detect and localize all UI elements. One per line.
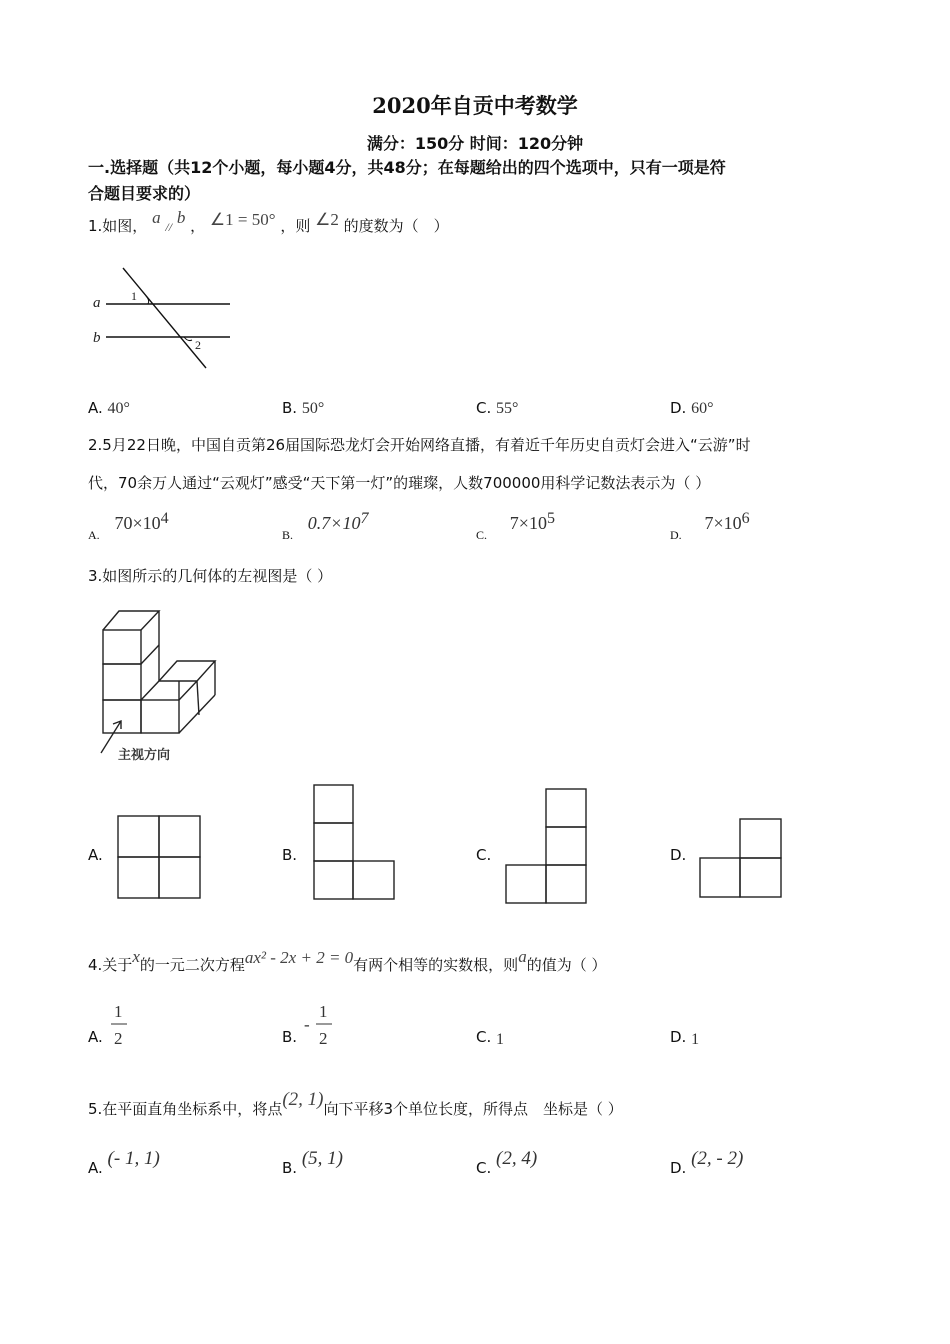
question-2-stem-line2: 代，70余万人通过“云观灯”感受“天下第一灯”的璀璨，人数700000用科学记数法表示为（ ）: [88, 474, 711, 492]
q1-option-b[interactable]: B. 50°: [282, 399, 325, 417]
q3-option-d-view[interactable]: [698, 817, 784, 899]
q4-option-b[interactable]: B.: [282, 1028, 298, 1046]
q2-option-c[interactable]: $_{C.}$ $7\times 10^5$: [476, 510, 555, 542]
svg-text:1: 1: [114, 1002, 123, 1021]
q4-equation: ax² - 2x + 2 = 0: [244, 948, 354, 967]
q3-solid-figure: [95, 605, 230, 765]
q3-option-d-label[interactable]: D.: [670, 846, 687, 864]
q1-pre-text: 1.如图，: [88, 217, 148, 235]
question-5-stem: 5.在平面直角坐标系中，将点(2, 1)向下平移3个单位长度，所得点 坐标是（ ）: [88, 1089, 623, 1118]
svg-text:2: 2: [114, 1029, 123, 1048]
q3-option-c-view[interactable]: [504, 787, 590, 907]
q1-option-c[interactable]: C. 55°: [476, 399, 519, 417]
q5-option-c[interactable]: C. (2, 4): [476, 1148, 538, 1177]
q1-parallel-symbol: //: [165, 220, 173, 234]
q2-option-a[interactable]: $_{A.}$ $70\times 10^4$: [88, 510, 169, 542]
q1-parallel-lines-figure: [88, 262, 238, 372]
q5-option-b[interactable]: B. (5, 1): [282, 1148, 343, 1177]
q1-var-a: a: [152, 208, 161, 227]
q1-option-a[interactable]: A. 40°: [88, 399, 130, 417]
q4-option-d[interactable]: D. 1: [670, 1028, 700, 1048]
q4-option-a-fraction[interactable]: [108, 1000, 138, 1050]
q1-figure-label-a: a: [93, 295, 101, 311]
q1-figure-label-b: b: [93, 330, 101, 346]
q3-figure-caption: 主视方向: [118, 748, 171, 763]
q1-figure-label-2: 2: [195, 338, 201, 352]
q1-then-text: ，则: [280, 217, 311, 235]
section-heading-line1: 一.选择题（共12个小题，每小题4分，共48分；在每题给出的四个选项中，只有一项是符: [88, 158, 726, 177]
q3-option-b-label[interactable]: B.: [282, 846, 298, 864]
q3-option-b-view[interactable]: [312, 783, 398, 901]
q3-option-c-label[interactable]: C.: [476, 846, 492, 864]
q4-option-c[interactable]: C. 1: [476, 1028, 505, 1048]
q1-comma: ，: [190, 217, 206, 235]
exam-subtitle: 满分：150分 时间：120分钟: [366, 134, 584, 153]
q1-figure-label-1: 1: [131, 289, 137, 303]
svg-text:2: 2: [319, 1029, 328, 1048]
q4-option-b-fraction[interactable]: [302, 1000, 342, 1050]
section-heading-line2: 合题目要求的）: [88, 184, 201, 203]
svg-text:1: 1: [319, 1002, 328, 1021]
svg-text:-: -: [304, 1015, 310, 1034]
q3-option-a-label[interactable]: A.: [88, 846, 103, 864]
q1-angle1-expr: ∠1 = 50°: [209, 210, 276, 229]
q2-option-b[interactable]: $_{B.}$ $0.7\times 10^7$: [282, 510, 369, 542]
q1-angle2-expr: ∠2: [315, 210, 339, 229]
question-3-stem: 3.如图所示的几何体的左视图是（ ）: [88, 567, 333, 585]
q4-option-a[interactable]: A.: [88, 1028, 103, 1046]
q4-var-x: x: [132, 947, 140, 966]
q4-var-a: a: [518, 947, 527, 966]
q5-option-a[interactable]: A. (- 1, 1): [88, 1148, 160, 1177]
q1-post-text: 的度数为（ ）: [343, 217, 449, 235]
q2-option-d[interactable]: $_{D.}$ $7\times 10^6$: [670, 510, 750, 542]
q5-option-d[interactable]: D. (2, - 2): [670, 1148, 744, 1177]
page-title: 2020年自贡中考数学: [372, 93, 578, 118]
q3-option-a-view[interactable]: [116, 814, 202, 900]
q1-option-d[interactable]: D. 60°: [670, 399, 714, 417]
question-4-stem: 4.关于x的一元二次方程ax² - 2x + 2 = 0有两个相等的实数根，则a的值为（ ）: [88, 947, 607, 974]
question-1-stem: [88, 208, 449, 236]
q5-point: (2, 1): [282, 1089, 324, 1110]
q1-var-b: b: [176, 208, 186, 227]
question-2-stem-line1: 2.5月22日晚，中国自贡第26届国际恐龙灯会开始网络直播，有着近千年历史自贡灯会进入“云游”时: [88, 436, 751, 454]
